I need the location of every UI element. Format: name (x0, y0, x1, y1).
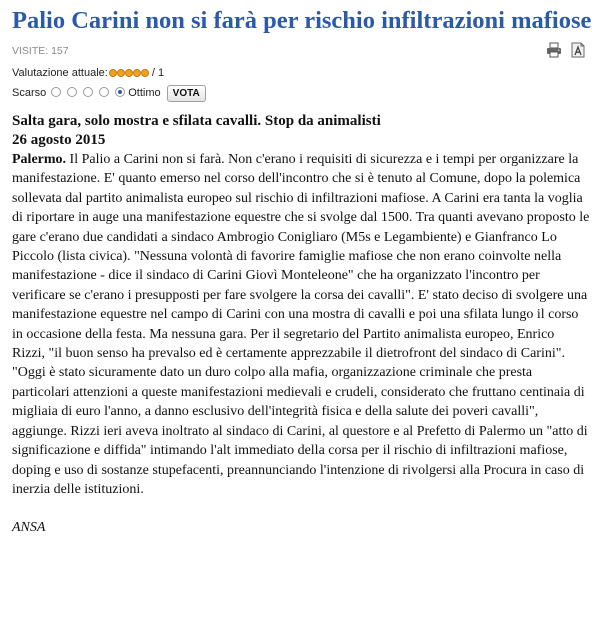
rating-star-icon (133, 69, 141, 77)
pdf-icon[interactable] (570, 42, 586, 58)
rating-star-icon (141, 69, 149, 77)
article-subtitle: Salta gara, solo mostra e sfilata cavalli. Stop da animalisti (12, 113, 381, 129)
article-title: Palio Carini non si farà per rischio infiltrazioni mafiose (12, 7, 592, 34)
vote-radio-3[interactable] (83, 87, 93, 97)
article-source: ANSA (12, 520, 46, 536)
rating-star-icon (117, 69, 125, 77)
vote-radio-4[interactable] (99, 87, 109, 97)
visite-count: VISITE: 157 (12, 45, 69, 57)
meta-row (12, 42, 592, 62)
rating-row (12, 65, 592, 81)
article-text: Il Palio a Carini non si farà. Non c'erano i requisiti di sicurezza e i tempi per organizzare la manifestazione. E' quanto emerso nel corso dell'incontro che si è tenuto al Comune, dopo la polemica sollevata dal partito animalista europeo sul rischio di infiltrazioni mafiose. A Carini era tanta la voglia di riportare in auge una manifestazione equestre che si svolge dal 1500. Tra quanti avevano proposto le gare c'erano due candidati a sindaco Ambrogio Conigliaro (M5s e Legambiente) e Gianfranco Lo Piccolo (lista civica). "Nessuna volontà di favorire famiglie mafiose che non erano coinvolte nella manifestazione - dice il sindaco di Carini Giovì Monteleone" che ha organizzato l'incontro per verificare se c'erano i presupposti per fare svolgere la corsa dei cavalli". E' stato deciso di svolgere una manifestazione equestre nel campo di Carini con una mostra di cavalli e poi una sfilata lungo il corso in occasione della festa. Ma nessuna gara. Per il segretario del Partito animalista europeo, Enrico Rizzi, "il buon senso ha prevalso ed è certamente apprezzabile il dietrofront del sindaco di Carini". "Oggi è stato sicuramente dato un duro colpo alla mafia, organizzazione criminale che presta particolari attenzioni a queste manifestazioni medievali e crudeli, considerato che fruttano centinaia di migliaia di euro l'anno, a danno esclusivo dell'integrità fisica e della salute dei poveri cavalli", aggiunge. Rizzi ieri aveva inoltrato al sindaco di Carini, al questore e al Prefetto di Palermo un "atto di significazione e diffida" intimando l'alt immediato della corsa per il rischio di infiltrazioni mafiose, doping e uso di sostanze stupefacenti, preannunciando l'intenzione di rivolgersi alla Procura in caso di inerzia delle istituzioni. (12, 152, 590, 497)
article-date: 26 agosto 2015 (12, 132, 106, 148)
vote-radio-5[interactable] (115, 87, 125, 97)
article-body (12, 150, 590, 499)
action-icons (546, 42, 586, 58)
rating-star-icon (109, 69, 117, 77)
vote-radio-2[interactable] (67, 87, 77, 97)
rating-star-icon (125, 69, 133, 77)
print-icon[interactable] (546, 42, 562, 58)
vote-high-label: Ottimo (128, 87, 161, 99)
vote-radios (48, 87, 128, 100)
rating-stars (109, 66, 149, 82)
vote-button[interactable]: VOTA (167, 85, 206, 102)
rating-label: Valutazione attuale: (12, 67, 108, 79)
article (12, 6, 592, 536)
vote-form (12, 83, 592, 103)
rating-value: / 1 (151, 67, 165, 79)
article-location: Palermo. (12, 152, 67, 167)
vote-low-label: Scarso (12, 87, 47, 99)
vote-radio-1[interactable] (51, 87, 61, 97)
